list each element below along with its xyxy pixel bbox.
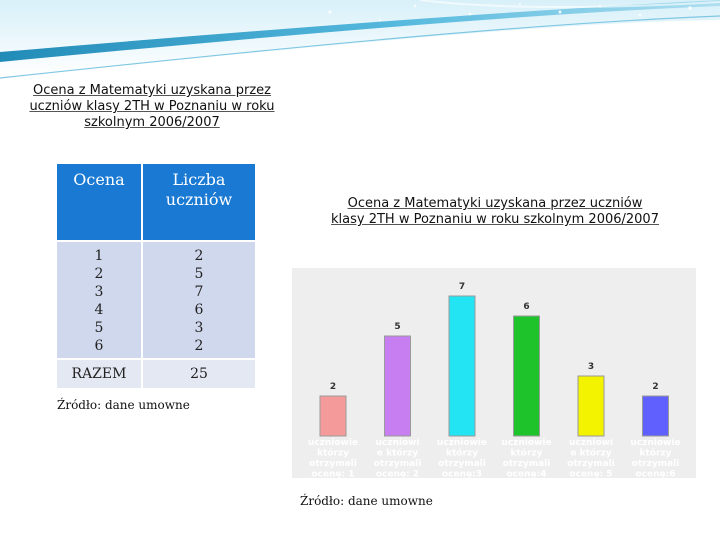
grade-value: 5 bbox=[94, 320, 104, 336]
column-header-liczba-uczniow: Liczba uczniów bbox=[142, 163, 256, 241]
table-row-total bbox=[56, 359, 256, 389]
count-value: 2 bbox=[194, 338, 204, 354]
table-row bbox=[56, 241, 256, 359]
data-label: 2 bbox=[652, 382, 659, 392]
grade-value: 2 bbox=[94, 266, 104, 282]
counts-cell bbox=[142, 241, 256, 359]
total-value: 25 bbox=[142, 359, 256, 389]
count-value: 7 bbox=[194, 284, 204, 300]
tick-label: uczniowie którzy otrzymali ocenę:3 bbox=[436, 438, 488, 478]
bar-grade-4 bbox=[514, 316, 540, 436]
tick-label: uczniowie którzy otrzymali ocenę:6 bbox=[630, 438, 681, 478]
total-label: RAZEM bbox=[56, 359, 142, 389]
bar-grade-3 bbox=[449, 296, 475, 436]
tick-label: uczniowi e którzy otrzymali ocenę: 2 bbox=[373, 438, 422, 478]
column-header-ocena: Ocena bbox=[56, 163, 142, 241]
data-label: 6 bbox=[523, 302, 530, 312]
bar-grade-6 bbox=[643, 396, 669, 436]
count-value: 2 bbox=[194, 248, 204, 264]
header-decoration bbox=[0, 0, 720, 90]
bar-grade-1 bbox=[320, 396, 346, 436]
count-value: 6 bbox=[194, 302, 204, 318]
tick-label: uczniowie którzy otrzymali ocenę:4 bbox=[501, 438, 552, 478]
tick-label: uczniowi e którzy otrzymali ocenę: 5 bbox=[567, 438, 615, 478]
source-note-right: Źródło: dane umowne bbox=[300, 494, 433, 508]
data-label: 7 bbox=[458, 282, 466, 292]
grade-value: 1 bbox=[94, 248, 104, 264]
data-label: 5 bbox=[394, 322, 401, 332]
bar-chart bbox=[292, 268, 696, 478]
grade-value: 4 bbox=[94, 302, 104, 318]
source-note-left: Źródło: dane umowne bbox=[57, 398, 190, 412]
grades-cell bbox=[56, 241, 142, 359]
grade-value: 6 bbox=[94, 338, 104, 354]
grades-table bbox=[55, 162, 257, 390]
grade-value: 3 bbox=[94, 284, 104, 300]
chart-title: Ocena z Matematyki uzyskana przez uczniów klasy 2TH w Poznaniu w roku szkolnym 2006/2007 bbox=[331, 196, 659, 227]
count-value: 3 bbox=[194, 320, 204, 336]
table-title: Ocena z Matematyki uzyskana przez uczniów klasy 2TH w Poznaniu w roku szkolnym 2006/2007 bbox=[29, 83, 275, 130]
tick-label: uczniowie którzy otrzymali ocenę: 1 bbox=[307, 438, 359, 478]
bar-grade-2 bbox=[385, 336, 411, 436]
count-value: 5 bbox=[194, 266, 204, 282]
data-label: 3 bbox=[587, 362, 595, 372]
data-label: 2 bbox=[329, 382, 337, 392]
bar-grade-5 bbox=[578, 376, 604, 436]
